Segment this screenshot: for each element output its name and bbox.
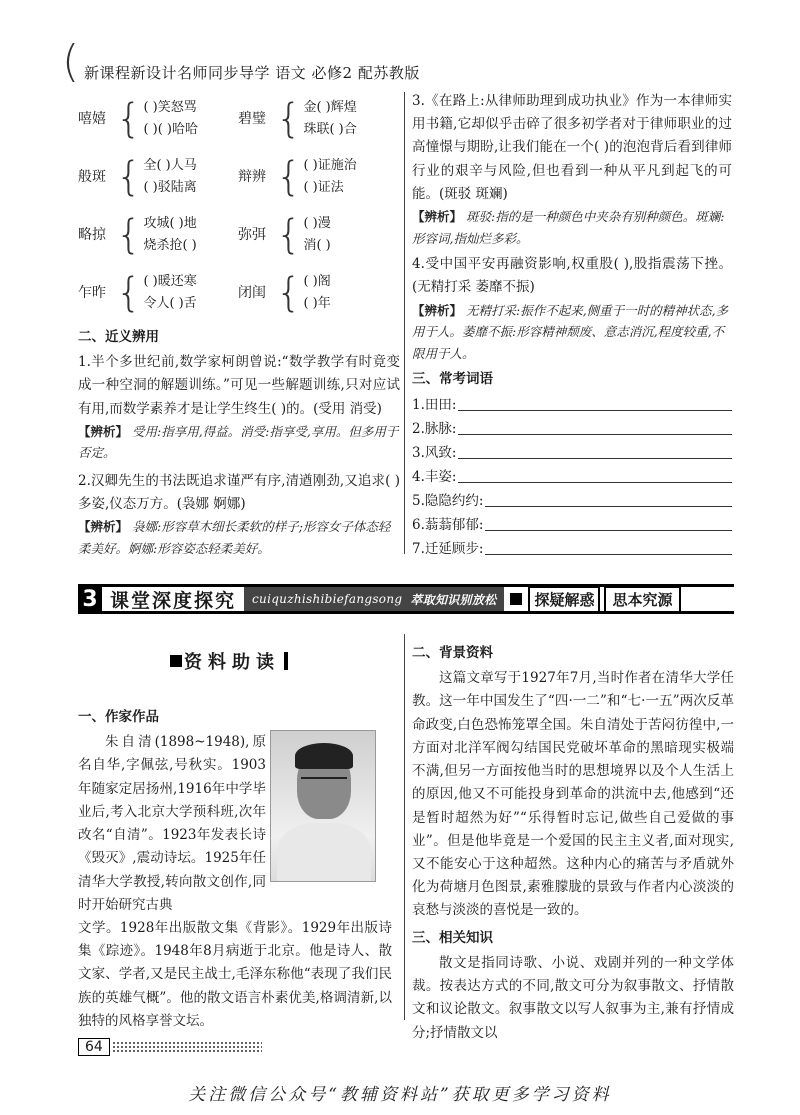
word-group <box>78 90 238 148</box>
subsection-title: 资料助读 <box>184 652 280 673</box>
header-title: 新课程新设计名师同步导学 语文 必修2 配苏教版 <box>84 64 420 82</box>
section-title: 二、背景资料 <box>412 645 493 661</box>
bio-text: 朱自清(1898~1948),原名自华,字佩弦,号秋实。1903年随家定居扬州,1916年中学毕业后,考入北京大学预科班,次年改名“自清”。1923年发表长诗《毁灭》,震动诗坛。1925年任清华大学教授,转向散文创作,同时开始研究古典 <box>78 734 266 913</box>
portrait-body <box>277 823 371 882</box>
word-group-line: ( )证施治 <box>303 158 357 173</box>
brace-icon: { <box>276 212 302 258</box>
word-group-line: 金( )辉煌 <box>303 100 357 115</box>
word-group-line: 攻城( )地 <box>143 216 197 231</box>
fill-in-label: 4.丰姿: <box>412 469 457 486</box>
word-group-head: 般斑 <box>78 168 106 185</box>
right-column-bottom <box>412 638 734 1045</box>
word-group-line: ( )驳陆离 <box>143 180 197 195</box>
analysis-tag: 【辨析】 <box>78 423 129 439</box>
bio-text: 文学。1928年出版散文集《背影》。1929年出版诗集《踪迹》。1948年8月病逝于北京。他是诗人、散文家、学者,又是民主战士,毛泽东称他“表现了我们民族的英雄气概”。他的散文语言朴素优美,格调清新,以独特的风格享誉文坛。 <box>78 919 392 1029</box>
fill-in-row <box>412 537 732 561</box>
word-group <box>238 90 398 148</box>
column-divider <box>404 634 405 1020</box>
word-group-lines <box>303 155 356 199</box>
word-group-line: 珠联( )合 <box>303 122 357 137</box>
word-group-line: ( )年 <box>303 296 331 311</box>
analysis-text: 袅娜:形容草木细长柔软的样子;形容女子体态轻柔美好。婀娜:形容姿态轻柔美好。 <box>78 519 391 556</box>
fill-in-label: 1.田田: <box>412 397 457 414</box>
analysis-text: 斑驳:指的是一种颜色中夹杂有别种颜色。斑斓:形容词,指灿烂多彩。 <box>412 209 725 246</box>
word-group <box>78 148 238 206</box>
analysis-text: 受用:指享用,得益。消受:指享受,享用。但多用于否定。 <box>78 423 399 461</box>
subsection-heading <box>170 648 288 674</box>
background-text: 这篇文章写于1927年7月,当时作者在清华大学任教。这一年中国发生了“四·一二”和“七·一五”两次反革命政变,白色恐怖笼罩全国。朱自清处于苦闷彷徨中,一方面对北洋军阀勾结国民党破坏革命的黑暗现实极端不满,但另一方面按他当时的思想境界以及个人生活上的原因,他又不可能投身到革命的洪流中去,他感到“还是暂时超然为好”“乐得暂时忘记,做些自己爱做的事业”。但是他毕竟是一个爱国的民主主义者,面对现实,又不能安心于这种超然。这种内心的痛苦与矛盾就外化为荷塘月色图景,素雅朦胧的景致与作者内心淡淡的哀愁与淡淡的喜悦是一致的。 <box>412 670 734 919</box>
right-column-top <box>412 90 732 561</box>
fill-in-label: 5.隐隐约约: <box>412 493 484 510</box>
analysis-note <box>78 516 400 559</box>
brace-icon: { <box>276 270 302 316</box>
word-group-lines <box>303 271 330 315</box>
question-text: 3.《在路上:从律师助理到成功执业》作为一本律师实用书籍,它却似乎击碎了很多初学者对于律师职业的过高憧憬与期盼,让我们能在一个( )的泡泡背后看到律师行业的艰辛与风险,但也看到一种从平凡到起飞的可能。(斑驳 斑斓) <box>412 93 732 202</box>
word-group-head: 弥弭 <box>238 226 266 243</box>
fill-in-label: 6.蓊蓊郁郁: <box>412 517 484 534</box>
word-group-lines <box>143 213 196 257</box>
word-group-line: ( )证法 <box>303 180 344 195</box>
fill-in-row <box>412 393 732 417</box>
banner-slogan <box>244 587 504 611</box>
banner-tag: 思本究源 <box>604 586 680 613</box>
analysis-note <box>78 421 400 464</box>
word-group-line: ( )阁 <box>303 274 331 289</box>
word-group <box>238 148 398 206</box>
word-group <box>238 206 398 264</box>
analysis-tag: 【辨析】 <box>78 519 129 535</box>
word-group-line: ( )漫 <box>303 216 331 231</box>
word-group-row <box>78 264 400 322</box>
fill-in-list <box>412 393 732 561</box>
fill-in-label: 3.风致: <box>412 445 457 462</box>
analysis-tag: 【辨析】 <box>412 302 463 318</box>
word-group-row <box>78 90 400 148</box>
word-group-lines <box>303 213 330 257</box>
word-group-head: 乍昨 <box>78 284 106 301</box>
word-group-line: 消( ) <box>303 238 331 253</box>
brace-icon: { <box>116 270 142 316</box>
page-number: 64 <box>78 1038 110 1056</box>
question-text: 2.汉卿先生的书法既追求谨严有序,清遒刚劲,又追求( )多姿,仪态万方。(袅娜 婀娜) <box>78 472 400 513</box>
fill-in-blank[interactable] <box>458 482 732 483</box>
word-group-lines <box>303 97 356 141</box>
section-title: 一、作家作品 <box>78 709 159 725</box>
analysis-note <box>412 206 732 249</box>
banner-number: 3 <box>78 585 102 613</box>
word-group-lines <box>143 97 198 141</box>
banner-pinyin: cuiquzhishibiefangsong <box>252 592 403 606</box>
banner-slogan-cn: 萃取知识别放松 <box>410 592 497 607</box>
fill-in-label: 7.迁延顾步: <box>412 541 484 558</box>
analysis-text: 无精打采:振作不起来,侧重于一时的精神状态,多用于人。萎靡不振:形容精神颓废、意志消沉,程度较重,不限用于人。 <box>412 302 729 361</box>
column-divider <box>404 92 405 554</box>
fill-in-blank[interactable] <box>458 410 732 411</box>
brace-icon: { <box>276 154 302 200</box>
banner-title: 课堂深度探究 <box>110 589 237 612</box>
banner-tag: 探疑解惑 <box>528 586 600 613</box>
page-header <box>62 36 762 88</box>
fill-in-blank[interactable] <box>485 530 732 531</box>
portrait-glasses <box>301 777 347 789</box>
section-banner <box>78 584 734 614</box>
square-icon <box>170 655 182 667</box>
word-group-head: 略掠 <box>78 226 106 243</box>
fill-in-row <box>412 441 732 465</box>
word-groups <box>78 90 400 322</box>
fill-in-row <box>412 513 732 537</box>
author-portrait <box>270 730 376 882</box>
brace-icon: { <box>116 154 142 200</box>
banner-square-icon <box>510 593 522 605</box>
word-group-row <box>78 148 400 206</box>
word-group-lines <box>143 271 196 315</box>
fill-in-row <box>412 465 732 489</box>
word-group-line: 全( )人马 <box>143 158 197 173</box>
analysis-tag: 【辨析】 <box>412 209 463 225</box>
analysis-note <box>412 300 732 365</box>
bar-icon <box>284 652 288 670</box>
page-number-decoration <box>112 1041 262 1053</box>
word-group-row <box>78 206 400 264</box>
word-group-line: ( )暖还寒 <box>143 274 197 289</box>
word-group-line: ( )( )哈哈 <box>143 122 199 137</box>
section-title: 三、常考词语 <box>412 371 493 388</box>
word-group-line: 令人( )舌 <box>143 296 197 311</box>
word-group <box>78 206 238 264</box>
word-group-head: 辩辨 <box>238 168 266 185</box>
brace-icon: { <box>276 96 302 142</box>
fill-in-blank[interactable] <box>485 554 732 555</box>
word-group <box>238 264 398 322</box>
fill-in-label: 2.脉脉: <box>412 421 457 438</box>
word-group-head: 嘻嬉 <box>78 110 106 127</box>
fill-in-row <box>412 417 732 441</box>
word-group-head: 碧璧 <box>238 110 266 127</box>
section-title: 二、近义辨用 <box>78 329 159 345</box>
fill-in-row <box>412 489 732 513</box>
word-group-head: 闭闺 <box>238 284 266 301</box>
brace-icon: { <box>116 212 142 258</box>
header-bracket: ( <box>62 36 80 87</box>
word-group-line: ( )笑怒骂 <box>143 100 197 115</box>
question-text: 1.半个多世纪前,数学家柯朗曾说:“数学教学有时竟变成一种空洞的解题训练。”可见一些解题训练,只对应试有用,而数学素养才是让学生终生( )的。(受用 消受) <box>78 354 400 417</box>
left-column-top <box>78 90 400 559</box>
section-title: 三、相关知识 <box>412 929 493 946</box>
footer-note: 关注微信公众号“教辅资料站”获取更多学习资料 <box>188 1085 612 1105</box>
fill-in-blank[interactable] <box>485 506 732 507</box>
fill-in-blank[interactable] <box>458 458 732 459</box>
fill-in-blank[interactable] <box>458 434 732 435</box>
question-text: 4.受中国平安再融资影响,权重股( ),股指震荡下挫。(无精打采 萎靡不振) <box>412 256 732 296</box>
knowledge-text: 散文是指同诗歌、小说、戏剧并列的一种文学体裁。按表达方式的不同,散文可分为叙事散文、抒情散文和议论散文。叙事散文以写人叙事为主,兼有抒情成分;抒情散文以 <box>412 954 734 1041</box>
word-group-lines <box>143 155 196 199</box>
word-group-line: 烧杀抢( ) <box>143 238 197 253</box>
brace-icon: { <box>116 96 142 142</box>
word-group <box>78 264 238 322</box>
portrait-hair <box>295 743 353 769</box>
